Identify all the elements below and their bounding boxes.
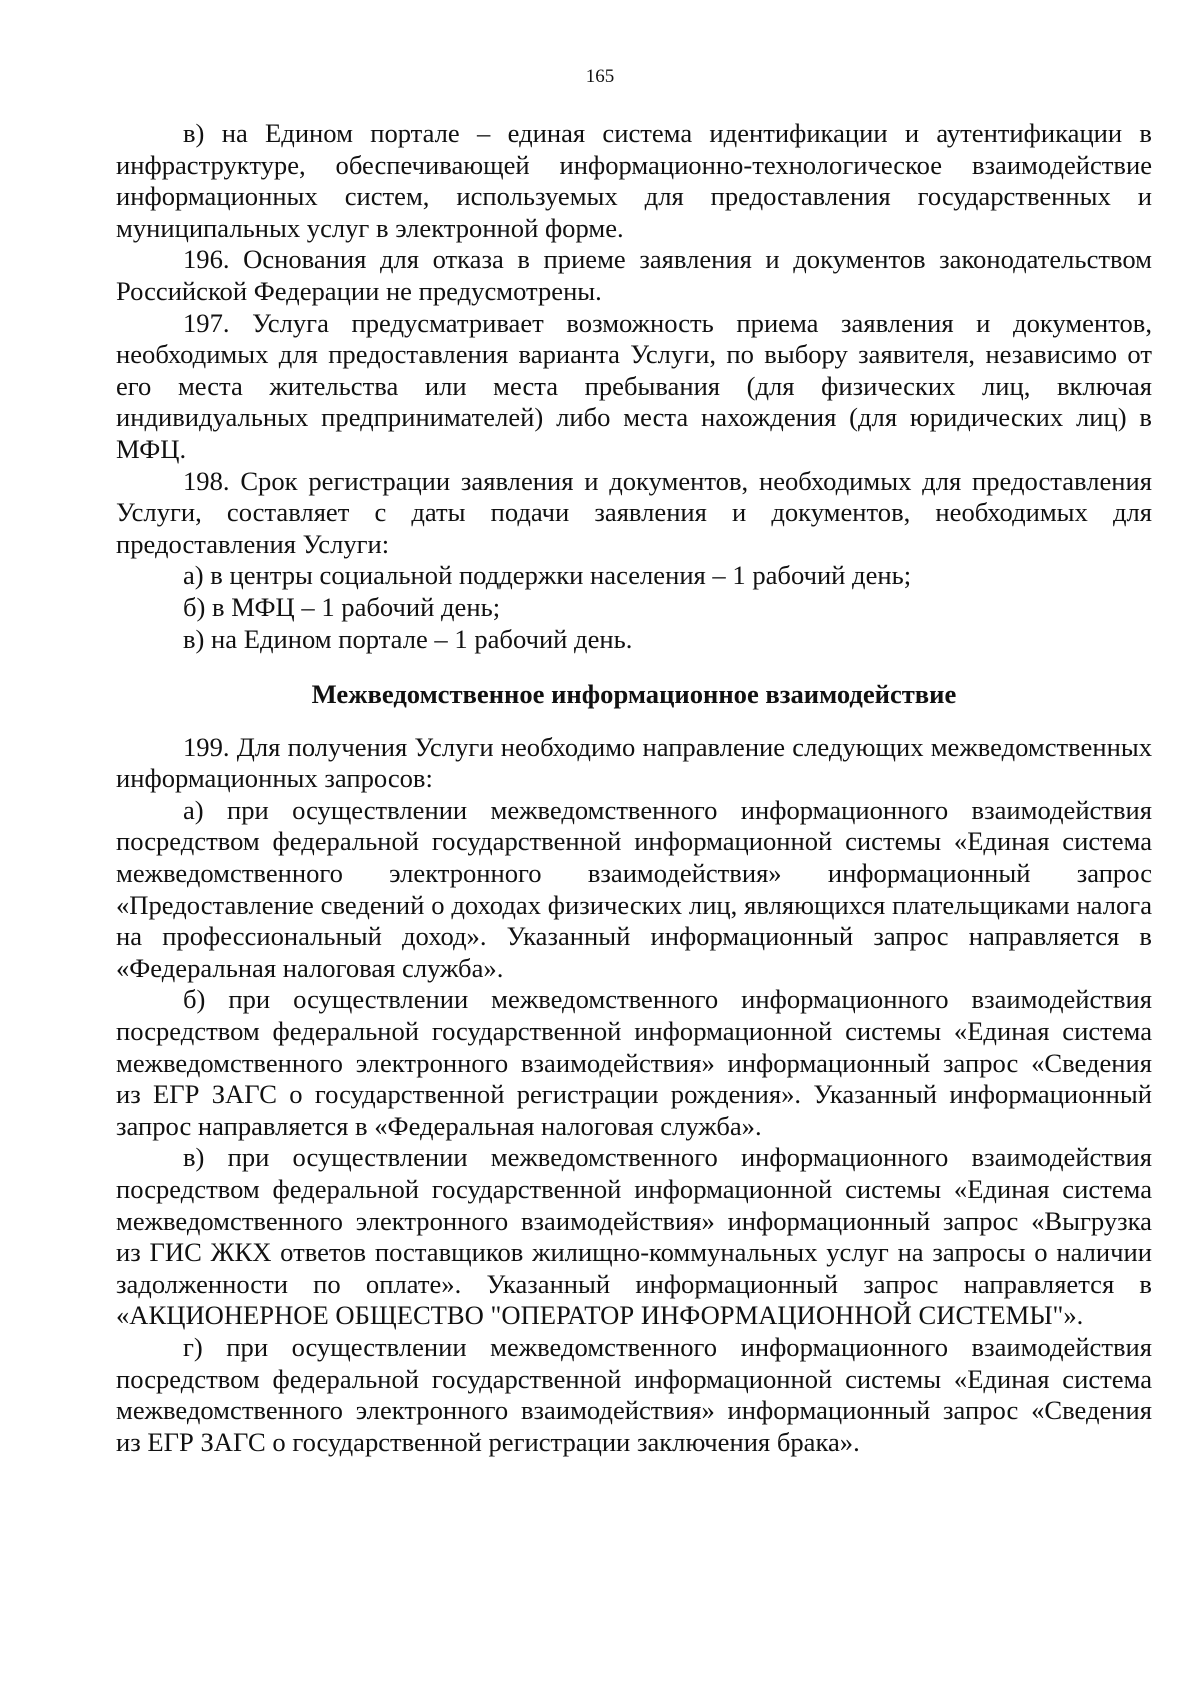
document-body [116,118,1152,1458]
list-item-198a: а) в центры социальной поддержки населения – 1 рабочий день; [183,560,912,591]
paragraph-199: 199. Для получения Услуги необходимо направление следующих межведомственных информационных запросов: [116,731,1152,794]
page-number: 165 [585,66,615,87]
list-item-199v: в) при осуществлении межведомственного информационного взаимодействия посредством федеральной государственной информационной системы «Единая система межведомственного электронного взаимодействия» информационный запрос «Выгрузка из ГИС ЖКХ ответов поставщиков жилищно-коммунальных услуг на запросы о наличии задолженности по оплате». Указанный информационный запрос направляется в «АКЦИОНЕРНОЕ ОБЩЕСТВО "ОПЕРАТОР ИНФОРМАЦИОННОЙ СИСТЕМЫ"». [116,1142,1152,1331]
list-item-199g: г) при осуществлении межведомственного информационного взаимодействия посредством федеральной государственной информационной системы «Единая система межведомственного электронного взаимодействия» информационный запрос «Сведения из ЕГР ЗАГС о государственной регистрации заключения брака». [116,1331,1152,1457]
paragraph-197: 197. Услуга предусматривает возможность приема заявления и документов, необходимых для предоставления варианта Услуги, по выбору заявителя, независимо от его места жительства или места пребывания (для физических лиц, включая индивидуальных предпринимателей) либо места нахождения (для юридических лиц) в МФЦ. [116,307,1152,464]
list-item-198v: в) на Едином портале – 1 рабочий день. [183,623,633,654]
list-item-199b: б) при осуществлении межведомственного информационного взаимодействия посредством федеральной государственной информационной системы «Единая система межведомственного электронного взаимодействия» информационный запрос «Сведения из ЕГР ЗАГС о государственной регистрации рождения». Указанный информационный запрос направляется в «Федеральная налоговая служба». [116,984,1152,1141]
paragraph-195v: в) на Едином портале – единая система идентификации и аутентификации в инфраструктуре, обеспечивающей информационно-технологическое взаимодействие информационных систем, используемых для предоставления государственных и муниципальных услуг в электронной форме. [116,118,1152,243]
list-item-199a: а) при осуществлении межведомственного информационного взаимодействия посредством федеральной государственной информационной системы «Единая система межведомственного электронного взаимодействия» информационный запрос «Предоставление сведений о доходах физических лиц, являющихся плательщиками налога на профессиональный доход». Указанный информационный запрос направляется в «Федеральная налоговая служба». [116,794,1152,983]
paragraph-198: 198. Срок регистрации заявления и документов, необходимых для предоставления Услуги, составляет с даты подачи заявления и документов, необходимых для предоставления Услуги: [116,465,1152,559]
list-item-198b: б) в МФЦ – 1 рабочий день; [183,591,501,622]
section-heading: Межведомственное информационное взаимодействие [311,679,957,710]
paragraph-196: 196. Основания для отказа в приеме заявления и документов законодательством Российской Федерации не предусмотрены. [116,244,1152,306]
